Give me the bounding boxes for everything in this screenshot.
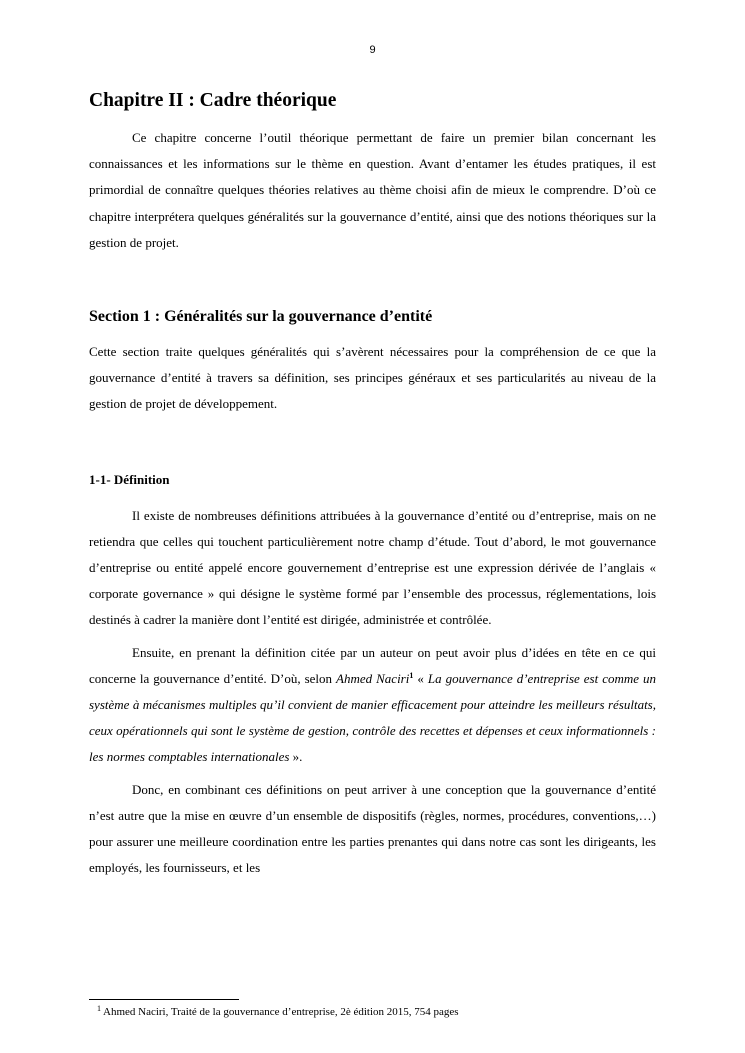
footnote xyxy=(97,1006,459,1018)
footnote-text: Ahmed Naciri, Traité de la gouvernance d’entreprise, 2è édition 2015, 754 pages xyxy=(103,1006,459,1018)
paragraph-text: Ensuite, en prenant la définition citée par un auteur on peut avoir plus d’idées en tête en ce qui concerne la gouvernance d’entité. D’où, selon xyxy=(89,644,656,686)
quotation: La gouvernance d’entreprise est comme un système à mécanismes multiples qu’il convient de manier efficacement pour atteindre les meilleurs résultats, ceux opérationnels qui sont le système de gestion, contrôle des recettes et dépenses et ceux informationnels : les normes comptables internationales xyxy=(89,670,657,765)
quote-open: « xyxy=(413,670,428,686)
definition-paragraph-1: Il existe de nombreuses définitions attribuées à la gouvernance d’entité ou d’entreprise, mais on ne retiendra que celles qui touchent particulièrement notre champ d’étude. Tout d’abord, le mot gouvernance d’entreprise ou entité appelé encore gouvernement d’entreprise est une expression dérivée de l’anglais « corporate governance » qui désigne le système formé par l’ensemble des processus, réglementations, lois destinés à cadrer la manière dont l’entité est dirigée, administrée et contrôlée. xyxy=(89,507,656,628)
footnote-number: 1 xyxy=(97,1004,101,1013)
chapter-intro-paragraph: Ce chapitre concerne l’outil théorique permettant de faire un premier bilan concernant les connaissances et les informations sur le thème en question. Avant d’entamer les études pratiques, il est primordial de connaître quelques théories relatives au thème choisi afin de mieux le comprendre. D’où ce chapitre interprétera quelques généralités sur la gouvernance d’entité, ainsi que des notions théoriques sur la gestion de projet. xyxy=(89,130,656,250)
definition-paragraph-2 xyxy=(89,640,656,771)
page-number: 9 xyxy=(369,44,376,56)
section-title: Section 1 : Généralités sur la gouvernance d’entité xyxy=(89,308,433,326)
subsection-title: 1-1- Définition xyxy=(89,471,170,487)
author-name: Ahmed Naciri xyxy=(336,670,410,686)
chapter-title: Chapitre II : Cadre théorique xyxy=(89,90,337,111)
footnote-separator xyxy=(89,999,239,1000)
page-body xyxy=(89,88,656,881)
definition-paragraph-3: Donc, en combinant ces définitions on peut arriver à une conception que la gouvernance d’entité n’est autre que la mise en œuvre d’un ensemble de dispositifs (règles, normes, procédures, conventions,…) pour assurer une meilleure coordination entre les parties prenantes qui dans notre cas sont les dirigeants, les employés, les fournisseurs, et les xyxy=(89,781,656,876)
footnote-reference: 1 xyxy=(409,670,414,680)
section-intro-paragraph: Cette section traite quelques généralités qui s’avèrent nécessaires pour la compréhension de ce que la gouvernance d’entité à travers sa définition, ses principes généraux et ses particularités au niveau de la gestion de projet de développement. xyxy=(89,344,656,412)
quote-close: ». xyxy=(289,749,303,765)
